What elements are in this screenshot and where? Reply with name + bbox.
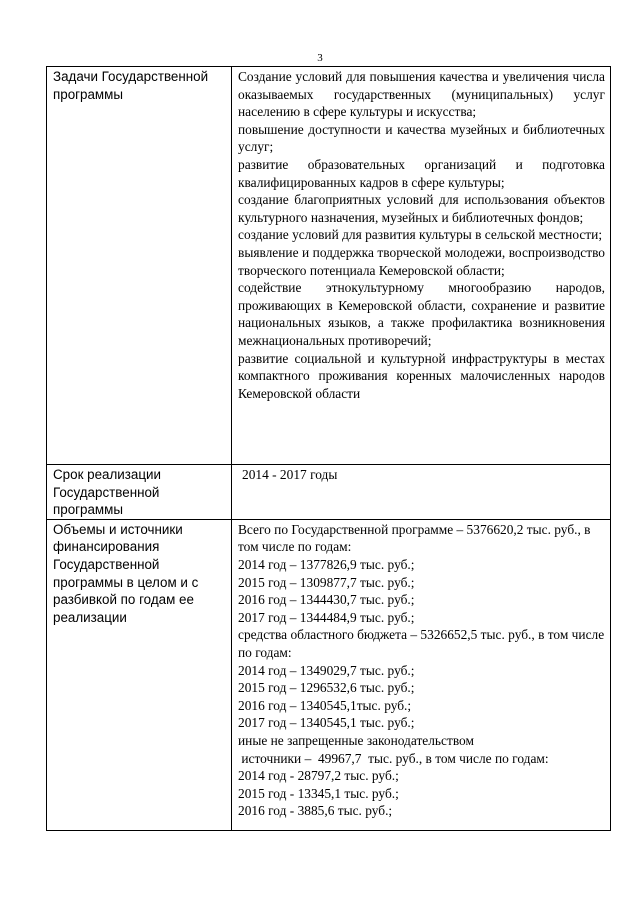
row-content (232, 465, 611, 520)
row-content (232, 519, 611, 830)
content-line: создание условий для развития культуры в сельской местности; (238, 227, 603, 243)
row-content (232, 67, 611, 465)
table-row (47, 67, 611, 465)
content-line: выявление и поддержка творческой молодежи, воспроизводство творческого потенциала Кемеровской области; (238, 244, 605, 278)
content-line: 2015 год – 1309877,7 тыс. руб.; (238, 574, 415, 590)
content-line: повышение доступности и качества музейных и библиотечных услуг; (238, 121, 605, 155)
content-line: 2016 год - 3885,6 тыс. руб.; (238, 803, 393, 819)
content-line: 2014 год – 1349029,7 тыс. руб.; (238, 662, 415, 678)
content-line: 2014 - 2017 годы (242, 467, 338, 482)
content-line: 2015 год – 1296532,6 тыс. руб.; (238, 680, 415, 696)
row-label: Срок реализации Государственной программы (47, 465, 232, 520)
content-line: средства областного бюджета – 5326652,5 тыс. руб., в том числе по годам: (238, 627, 605, 660)
content-line: 2014 год – 1377826,9 тыс. руб.; (238, 556, 415, 572)
content-line: 2017 год – 1340545,1 тыс. руб.; (238, 715, 415, 731)
table-row (47, 465, 611, 520)
content-line: 2015 год - 13345,1 тыс. руб.; (238, 785, 399, 801)
content-line: Создание условий для повышения качества и увеличения числа оказываемых государственных (муниципальных) услуг населению в сфере культуры и искусства; (238, 69, 605, 120)
content-line: Всего по Государственной программе – 5376620,2 тыс. руб., в том числе по годам: (238, 521, 591, 555)
content-line: создание благоприятных условий для использования объектов культурного назначения, музейных и библиотечных фондов; (238, 192, 605, 225)
table-row (47, 519, 611, 830)
passport-table (46, 66, 611, 831)
content-line: 2016 год – 1344430,7 тыс. руб.; (238, 592, 415, 608)
content-line: 2016 год – 1340545,1тыс. руб.; (238, 697, 412, 713)
content-line: иные не запрещенные законодательством (238, 732, 474, 748)
content-line: развитие образовательных организаций и подготовка квалифицированных кадров в сфере культуры; (238, 156, 605, 190)
row-label: Задачи Государственной программы (47, 67, 232, 465)
content-line: 2014 год - 28797,2 тыс. руб.; (238, 768, 399, 784)
page-number: 3 (317, 52, 323, 64)
content-line: источники – 49967,7 тыс. руб., в том числе по годам: (238, 750, 549, 766)
content-line: содействие этнокультурному многообразию народов, проживающих в Кемеровской области, сохранение и развитие национальных языков, а также профилактика возникновения межнациональных противоречий; (238, 280, 605, 348)
row-label: Объемы и источники финансирования Государственной программы в целом и с разбивкой по годам ее реализации (47, 519, 232, 830)
content-line: развитие социальной и культурной инфраструктуры в местах компактного проживания коренных малочисленных народов Кемеровской области (238, 350, 605, 401)
content-line: 2017 год – 1344484,9 тыс. руб.; (238, 609, 415, 625)
